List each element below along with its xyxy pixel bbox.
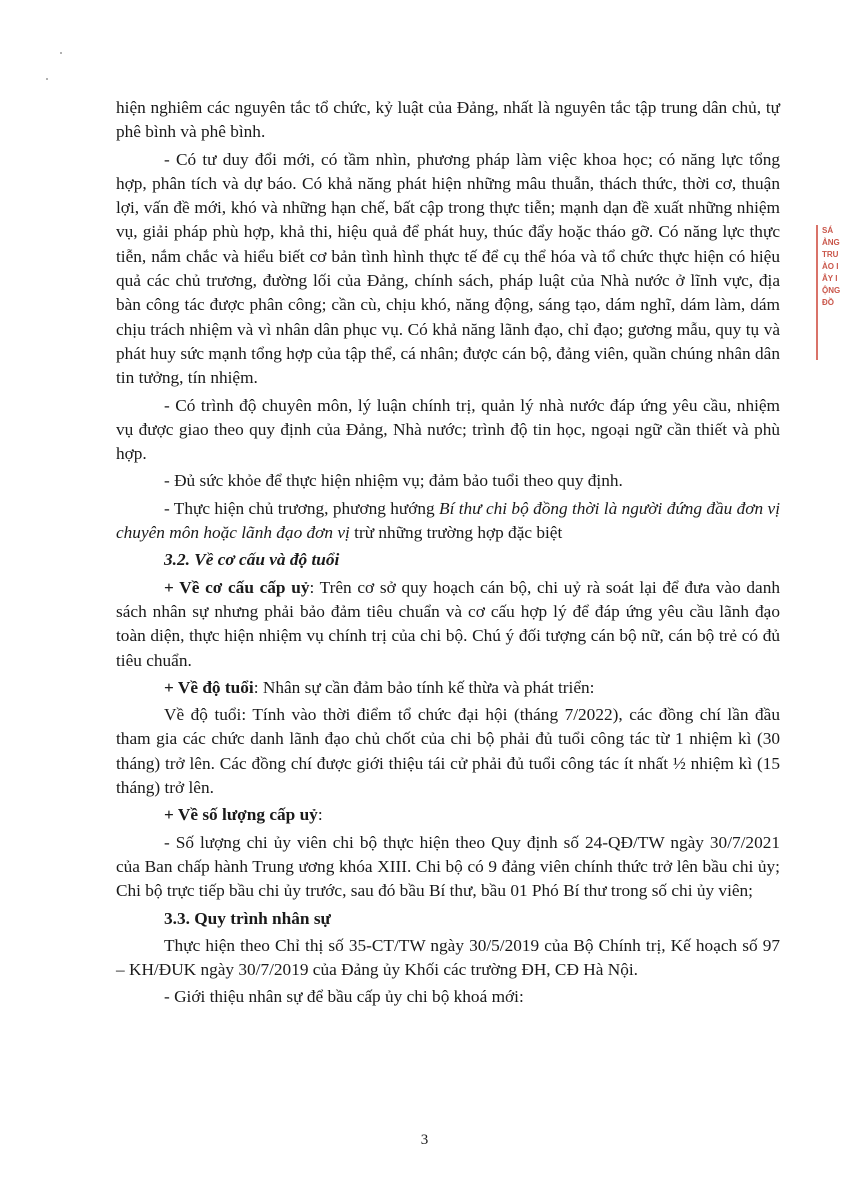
stamp-line: TRU bbox=[822, 250, 839, 259]
scan-speck bbox=[60, 52, 62, 54]
stamp-line: SÁ bbox=[822, 226, 834, 235]
policy-text-before: - Thực hiện chủ trương, phương hướng bbox=[164, 498, 440, 518]
policy-text-italic: Bí thư chi bộ đồng thời là người đứng đầu đơn vị chuyên môn hoặc lãnh đạo đơn vị bbox=[116, 498, 781, 543]
paragraph-introduce: - Giới thiệu nhân sự để bầu cấp ủy chi bộ khoá mới: bbox=[164, 987, 524, 1007]
age-label: + Về độ tuổi bbox=[164, 677, 254, 697]
section-heading-3-3: 3.3. Quy trình nhân sự bbox=[164, 908, 331, 928]
document-body bbox=[116, 96, 780, 1013]
stamp-line: ÂY I bbox=[822, 274, 838, 283]
stamp-line: ĐỒ bbox=[822, 298, 834, 307]
structure-label: + Về cơ cấu cấp uỷ bbox=[164, 577, 310, 597]
paragraph-continuation: hiện nghiêm các nguyên tắc tổ chức, kỷ luật của Đảng, nhất là nguyên tắc tập trung dân chủ, tự phê bình và phê bình. bbox=[116, 98, 780, 142]
stamp-line: ẢNG bbox=[822, 238, 840, 247]
stamp-line: ỘNG bbox=[822, 286, 841, 295]
paragraph-quantity-detail: - Số lượng chi ủy viên chi bộ thực hiện theo Quy định số 24-QĐ/TW ngày 30/7/2021 của Ban chấp hành Trung ương khóa XIII. Chi bộ có 9 đảng viên chính thức trở lên bầu chi ủy; Chi bộ trực tiếp bầu chi ủy trước, sau đó bầu Bí thư, bầu 01 Phó Bí thư trong số chi ủy viên; bbox=[116, 832, 780, 901]
scan-speck bbox=[46, 78, 48, 80]
structure-text: : Trên cơ sở quy hoạch cán bộ, chi uỷ rà soát lại để đưa vào danh sách nhân sự nhưng phải bảo đảm tiêu chuẩn và cơ cấu hợp lý để đáp ứng yêu cầu lãnh đạo toàn diện, thực hiện nhiệm vụ chính trị của chi bộ. Chú ý đối tượng cán bộ nữ, cán bộ trẻ có đủ tiêu chuẩn. bbox=[116, 577, 781, 670]
paragraph-vision: - Có tư duy đổi mới, có tầm nhìn, phương pháp làm việc khoa học; có năng lực tổng hợp, phân tích và dự báo. Có khả năng phát hiện những mâu thuẫn, thách thức, thời cơ, thuận lợi, vấn đề mới, khó và những hạn chế, bất cập trong thực tiễn; mạnh dạn đề xuất những nhiệm vụ, giải pháp phù hợp, khả thi, hiệu quả để phát huy, thúc đẩy hoặc tháo gỡ. Có năng lực thực tiễn, nắm chắc và hiểu biết cơ bản tình hình thực tế để cụ thể hóa và tổ chức thực hiện có hiệu quả các chủ trương, đường lối của Đảng, chính sách, pháp luật của Nhà nước ở lĩnh vực, địa bàn công tác được phân công; cần cù, chịu khó, năng động, sáng tạo, dám nghĩ, dám làm, dám chịu trách nhiệm và vì nhân dân phục vụ. Có khả năng lãnh đạo, chỉ đạo; gương mẫu, quy tụ và phát huy sức mạnh tổng hợp của tập thể, cá nhân; được cán bộ, đảng viên, quần chúng nhân dân tin tưởng, tín nhiệm. bbox=[116, 149, 780, 388]
paragraph-qualification: - Có trình độ chuyên môn, lý luận chính trị, quản lý nhà nước đáp ứng yêu cầu, nhiệm vụ được giao theo quy định của Đảng, Nhà nước; trình độ tin học, ngoại ngữ cần thiết và phù hợp. bbox=[116, 395, 780, 464]
section-heading-3-2: 3.2. Về cơ cấu và độ tuổi bbox=[164, 550, 340, 570]
quantity-text: : bbox=[317, 805, 323, 825]
paragraph-procedure: Thực hiện theo Chỉ thị số 35-CT/TW ngày 30/5/2019 của Bộ Chính trị, Kế hoạch số 97 – KH/ĐUK ngày 30/7/2019 của Đảng ủy Khối các trường ĐH, CĐ Hà Nội. bbox=[116, 935, 780, 980]
paragraph-age-detail: Về độ tuổi: Tính vào thời điểm tổ chức đại hội (tháng 7/2022), các đồng chí lần đầu tham gia các chức danh lãnh đạo chủ chốt của chi bộ phải đủ tuổi công tác từ 1 nhiệm kì (30 tháng) trở lên. Các đồng chí được giới thiệu tái cử phải đủ tuổi công tác ít nhất ½ nhiệm kì (15 tháng) trở lên. bbox=[116, 705, 780, 798]
policy-text-after: trừ những trường hợp đặc biệt bbox=[349, 523, 563, 543]
quantity-label: + Về số lượng cấp uỷ bbox=[164, 805, 318, 825]
paragraph-health: - Đủ sức khỏe để thực hiện nhiệm vụ; đảm bảo tuổi theo quy định. bbox=[164, 471, 623, 491]
paragraph-structure bbox=[116, 576, 780, 673]
paragraph-policy bbox=[116, 497, 780, 546]
paragraph-quantity bbox=[116, 803, 780, 827]
stamp-line: ÀO I bbox=[822, 262, 839, 271]
paragraph-age bbox=[116, 676, 780, 700]
seal-stamp bbox=[816, 225, 849, 360]
age-text: : Nhân sự cần đảm bảo tính kế thừa và phát triển: bbox=[253, 677, 595, 697]
page-number: 3 bbox=[420, 1132, 429, 1148]
